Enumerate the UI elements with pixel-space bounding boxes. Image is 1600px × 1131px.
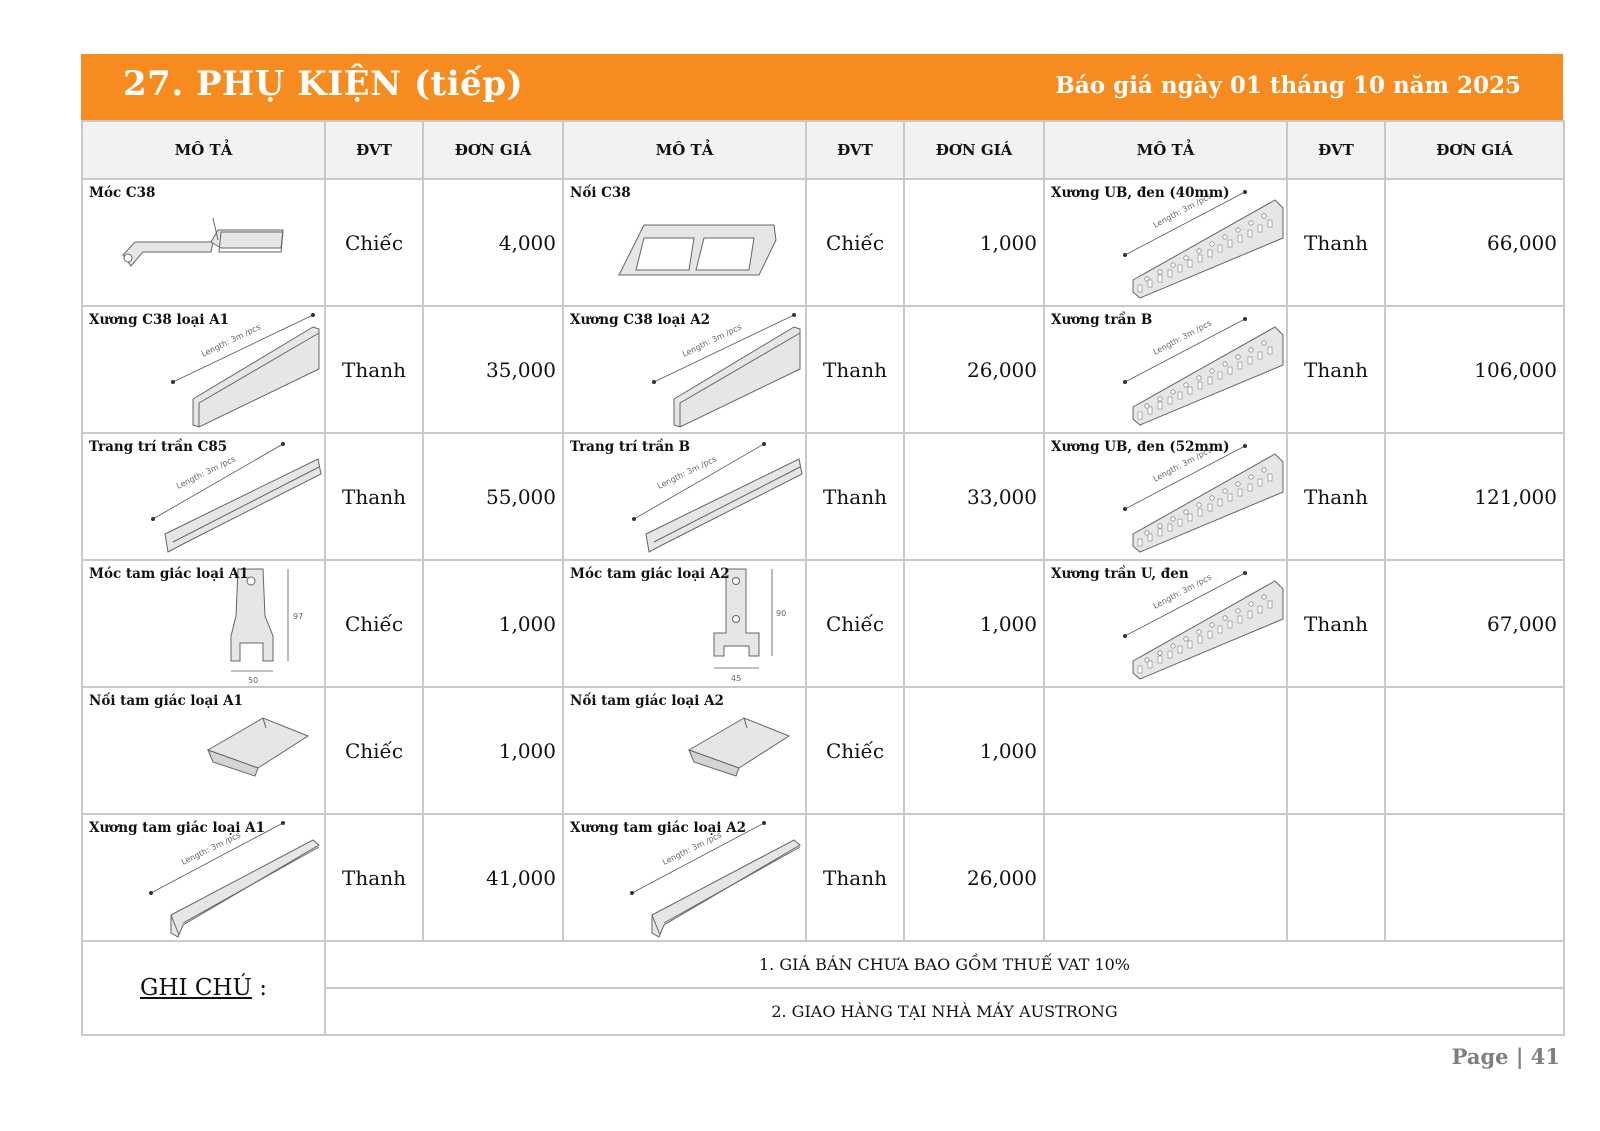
product-name: Xương tam giác loại A1	[89, 820, 266, 836]
product-unit: Thanh	[325, 814, 423, 941]
product-unit: Thanh	[806, 306, 904, 433]
product-description-cell	[82, 179, 325, 306]
product-description	[564, 307, 805, 432]
product-price: 67,000	[1385, 560, 1564, 687]
product-description-cell	[1044, 179, 1287, 306]
product-description	[83, 307, 324, 432]
quote-date: Báo giá ngày 01 tháng 10 năm 2025	[1055, 72, 1521, 99]
product-description-cell	[82, 306, 325, 433]
product-unit	[1287, 687, 1385, 814]
column-header-description: MÔ TẢ	[563, 121, 806, 179]
product-unit: Thanh	[325, 306, 423, 433]
product-description	[1045, 434, 1286, 559]
product-name: Xương tam giác loại A2	[570, 820, 747, 836]
product-price	[1385, 687, 1564, 814]
column-header-description: MÔ TẢ	[82, 121, 325, 179]
product-price: 121,000	[1385, 433, 1564, 560]
notes-label-suffix: :	[251, 975, 267, 1001]
svg-text:97: 97	[293, 612, 304, 621]
page-number: Page | 41	[1451, 1044, 1560, 1069]
product-unit: Thanh	[806, 814, 904, 941]
column-header-price: ĐƠN GIÁ	[423, 121, 563, 179]
product-unit: Thanh	[806, 433, 904, 560]
product-description	[1045, 307, 1286, 432]
svg-text:Length: 3m /pcs: Length: 3m /pcs	[1151, 191, 1213, 230]
product-name: Nối tam giác loại A2	[570, 693, 724, 709]
product-description-cell	[563, 560, 806, 687]
note-item: 2. GIAO HÀNG TẠI NHÀ MÁY AUSTRONG	[325, 988, 1564, 1035]
product-price: 35,000	[423, 306, 563, 433]
price-sheet	[81, 54, 1563, 1036]
product-unit: Chiếc	[325, 179, 423, 306]
product-price: 66,000	[1385, 179, 1564, 306]
product-name: Nối tam giác loại A1	[89, 693, 243, 709]
product-description-cell	[1044, 433, 1287, 560]
column-header-unit: ĐVT	[806, 121, 904, 179]
table-row	[82, 179, 1564, 306]
product-price: 41,000	[423, 814, 563, 941]
product-description-cell	[1044, 306, 1287, 433]
product-unit: Chiếc	[325, 687, 423, 814]
product-unit: Chiếc	[806, 560, 904, 687]
product-description-cell	[82, 433, 325, 560]
product-name: Trang trí trần B	[570, 439, 691, 455]
product-price: 26,000	[904, 814, 1044, 941]
product-description-cell	[563, 687, 806, 814]
table-row	[82, 306, 1564, 433]
product-name: Móc C38	[89, 185, 156, 201]
table-row	[82, 433, 1564, 560]
product-description	[83, 561, 324, 686]
notes-label: GHI CHÚ	[140, 975, 252, 1001]
table-header-row	[82, 121, 1564, 179]
svg-text:Length: 3m /pcs: Length: 3m /pcs	[179, 830, 242, 867]
product-description-cell	[563, 306, 806, 433]
product-name: Móc tam giác loại A1	[89, 566, 249, 582]
notes-label-cell	[82, 941, 325, 1035]
product-unit	[1287, 814, 1385, 941]
product-price: 1,000	[904, 179, 1044, 306]
product-description	[83, 688, 324, 813]
product-description-cell	[563, 814, 806, 941]
svg-text:Length: 3m /pcs: Length: 3m /pcs	[1151, 445, 1213, 484]
product-price: 1,000	[423, 560, 563, 687]
product-description-cell	[563, 433, 806, 560]
column-header-price: ĐƠN GIÁ	[904, 121, 1044, 179]
product-name: Trang trí trần C85	[89, 439, 228, 455]
product-price: 106,000	[1385, 306, 1564, 433]
svg-text:Length: 3m /pcs: Length: 3m /pcs	[1151, 572, 1213, 611]
product-description-cell	[563, 179, 806, 306]
column-header-unit: ĐVT	[1287, 121, 1385, 179]
product-name: Xương UB, đen (52mm)	[1051, 439, 1230, 455]
price-table	[81, 120, 1565, 1036]
product-description	[1045, 180, 1286, 305]
product-unit: Thanh	[325, 433, 423, 560]
product-unit: Thanh	[1287, 433, 1385, 560]
product-price: 55,000	[423, 433, 563, 560]
svg-text:50: 50	[248, 676, 259, 685]
product-unit: Chiếc	[325, 560, 423, 687]
svg-text:45: 45	[731, 674, 742, 683]
product-price: 1,000	[423, 687, 563, 814]
svg-text:Length: 3m /pcs: Length: 3m /pcs	[1151, 318, 1213, 357]
column-header-price: ĐƠN GIÁ	[1385, 121, 1564, 179]
product-price: 26,000	[904, 306, 1044, 433]
product-description	[564, 434, 805, 559]
product-description	[83, 815, 324, 940]
product-price: 33,000	[904, 433, 1044, 560]
section-title: 27. PHỤ KIỆN (tiếp)	[123, 64, 524, 104]
product-description-cell	[82, 687, 325, 814]
product-price: 4,000	[423, 179, 563, 306]
product-unit: Thanh	[1287, 179, 1385, 306]
product-description	[83, 180, 324, 305]
product-name: Nối C38	[570, 185, 631, 201]
svg-text:90: 90	[776, 609, 787, 618]
table-row	[82, 814, 1564, 941]
note-item: 1. GIÁ BÁN CHƯA BAO GỒM THUẾ VAT 10%	[325, 941, 1564, 988]
product-description	[564, 688, 805, 813]
svg-text:Length: 3m /pcs: Length: 3m /pcs	[660, 830, 723, 867]
product-price	[1385, 814, 1564, 941]
product-name: Xương C38 loại A2	[570, 312, 711, 328]
product-description	[83, 434, 324, 559]
svg-text:Length: 3m /pcs: Length: 3m /pcs	[680, 322, 743, 359]
column-header-description: MÔ TẢ	[1044, 121, 1287, 179]
product-description-cell	[1044, 687, 1287, 814]
product-name: Móc tam giác loại A2	[570, 566, 730, 582]
product-name: Xương C38 loại A1	[89, 312, 230, 328]
product-name: Xương trần B	[1051, 312, 1153, 328]
product-description-cell	[1044, 560, 1287, 687]
product-unit: Chiếc	[806, 179, 904, 306]
product-description	[564, 561, 805, 686]
product-price: 1,000	[904, 560, 1044, 687]
column-header-unit: ĐVT	[325, 121, 423, 179]
svg-text:Length: 3m /pcs: Length: 3m /pcs	[655, 454, 718, 491]
svg-text:Length: 3m /pcs: Length: 3m /pcs	[199, 322, 262, 359]
product-name: Xương trần U, đen	[1051, 566, 1189, 582]
product-unit: Chiếc	[806, 687, 904, 814]
product-description-cell	[82, 560, 325, 687]
section-banner	[81, 54, 1563, 120]
product-name: Xương UB, đen (40mm)	[1051, 185, 1230, 201]
table-row	[82, 560, 1564, 687]
product-description-cell	[1044, 814, 1287, 941]
product-description	[564, 815, 805, 940]
notes-row	[82, 941, 1564, 988]
product-unit: Thanh	[1287, 560, 1385, 687]
product-unit: Thanh	[1287, 306, 1385, 433]
product-description-cell	[82, 814, 325, 941]
svg-text:Length: 3m /pcs: Length: 3m /pcs	[174, 454, 237, 491]
product-description	[1045, 561, 1286, 686]
table-row	[82, 687, 1564, 814]
product-description	[564, 180, 805, 305]
product-price: 1,000	[904, 687, 1044, 814]
